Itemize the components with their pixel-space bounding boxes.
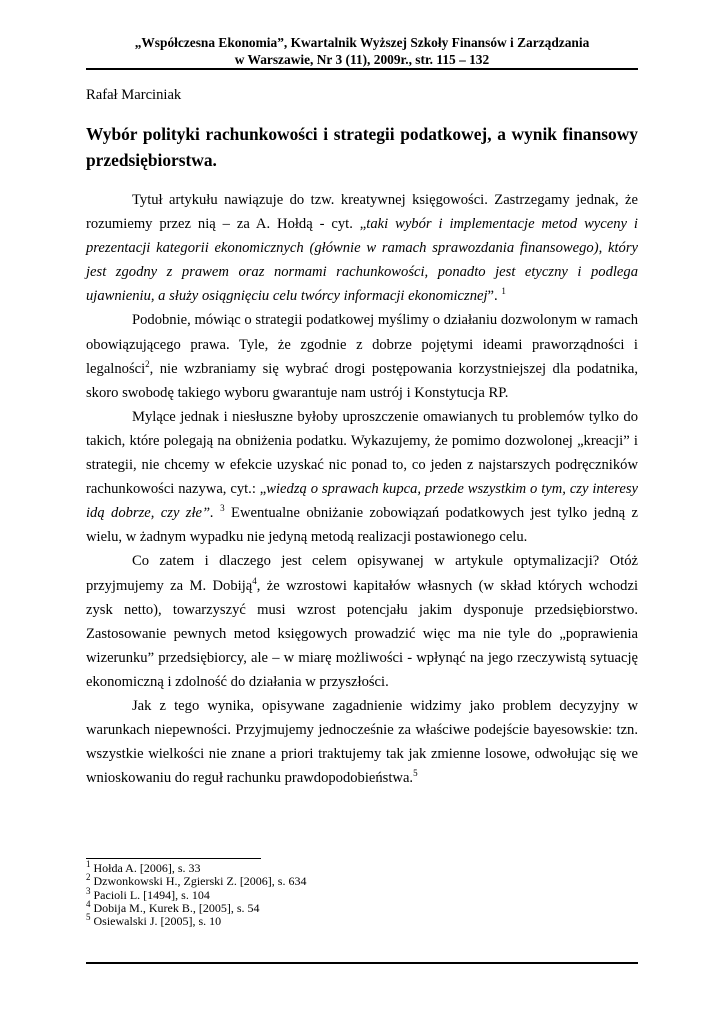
footnote: $^4$ Dobija M., Kurek B., [2005], s. 54 xyxy=(86,898,260,915)
author-name: Rafał Marciniak xyxy=(86,87,182,103)
quote: wiedzą o sprawach kupca, przede wszystkim o tym, czy interesy idą dobrze, czy złe”. xyxy=(86,481,639,522)
paragraph-2: Podobnie, mówiąc o strategii podatkowej myślimy o działaniu dozwolonym w ramach obowiązującego prawa. Tyle, że zgodnie z dobrze pojętymi ideami praworządności i legalności$^2$, nie wzbraniamy się wybrać drogi postępowania korzystniejszej dla podatnika, skoro swobodę takiego wyboru gwarantuje nam ustrój i Konstytucja RP. xyxy=(86,312,638,401)
footnote-ref: 4 xyxy=(252,575,257,586)
paragraph-4: Co zatem i dlaczego jest celem opisywanej w artykule optymalizacji? Otóż przyjmujemy za M. Dobiją$^4$, że wzrostowi kapitałów własnych (w skład których wchodzi zysk netto), towarzyszyć musi wzrost potencjału jakim dysponuje przedsiębiorstwo. Zastosowanie pewnych metod księgowych prowadzić więc ma nie tyle do „poprawienia wizerunku” przedsiębiorcy, ale – w miarę możliwości - wpłynąć na jego rzeczywistą sytuację ekonomiczną i zdolność do działania w przyszłości. xyxy=(86,553,638,690)
footnote-ref: 5 xyxy=(413,768,418,779)
footnote-ref: 3 xyxy=(220,503,225,514)
article-body xyxy=(86,188,638,790)
page-bottom-divider xyxy=(86,962,638,964)
footnote-ref: 2 xyxy=(145,358,150,369)
paragraph-1: Tytuł artykułu nawiązuje do tzw. kreatywnej księgowości. Zastrzegamy jednak, że rozumiemy przez nią – za A. Hołdą - cyt. „taki wybór i implementacje metod wyceny i prezentacji kategorii ekonomicznych (głównie w ramach sprawozdania finansowego), który jest zgodny z prawem oraz normami rachunkowości, ponadto jest etyczny i podlega ujawnieniu, a służy osiągnięciu celu twórcy informacji ekonomicznej”. $^1$ xyxy=(86,192,638,305)
paragraph-3: Mylące jednak i niesłuszne byłoby uproszczenie omawianych tu problemów tylko do takich, które polegają na obniżenia podatku. Wykazujemy, że pomimo dozwolonej „kreacji” i strategii, nie chcemy w efekcie uzyskać nic ponad to, co jeden z najstarszych podręczników rachunkowości nazywa, cyt.: „wiedzą o sprawach kupca, przede wszystkim o tym, czy interesy idą dobrze, czy złe”. $^3$ Ewentualne obniżanie zobowiązań podatkowych jest tylko jedną z wielu, w żadnym wypadku nie jedyną metodą realizacji postawionego celu. xyxy=(86,408,639,546)
journal-header-line-2: w Warszawie, Nr 3 (11), 2009r., str. 115 – 132 xyxy=(234,52,490,67)
article-title: Wybór polityki rachunkowości i strategii podatkowej, a wynik finansowy przedsiębiorstwa. xyxy=(86,124,638,170)
footnote: $^2$ Dzwonkowski H., Zgierski Z. [2006], s. 634 xyxy=(86,872,307,889)
footnote-divider xyxy=(86,858,261,859)
footnote: $^3$ Pacioli L. [1494], s. 104 xyxy=(86,885,210,902)
footnote-ref: 1 xyxy=(501,286,506,297)
journal-header xyxy=(86,34,638,68)
journal-header-line-1: „Współczesna Ekonomia”, Kwartalnik Wyższej Szkoły Finansów i Zarządzania xyxy=(134,35,590,50)
quote: taki wybór i implementacje metod wyceny i prezentacji kategorii ekonomicznych (głównie w ramach sprawozdania finansowego), który jest zgodny z prawem oraz normami rachunkowości, ponadto jest etyczny i podlega ujawnieniu, a służy osiągnięciu celu twórcy informacji ekonomicznej xyxy=(86,216,638,305)
header-divider xyxy=(86,68,638,70)
footnote: $^5$ Osiewalski J. [2005], s. 10 xyxy=(86,912,222,929)
paragraph-5: Jak z tego wynika, opisywane zagadnienie widzimy jako problem decyzyjny w warunkach niepewności. Przyjmujemy jednocześnie za właściwe podejście bayesowskie: tzn. wszystkie wielkości nie znane a priori traktujemy tak jak zmienne losowe, odwołując się we wnioskowaniu do reguł rachunku prawdopodobieństwa.$^5$ xyxy=(86,697,638,787)
footnote: $^1$ Hołda A. [2006], s. 33 xyxy=(86,859,201,875)
footnotes xyxy=(86,859,307,929)
